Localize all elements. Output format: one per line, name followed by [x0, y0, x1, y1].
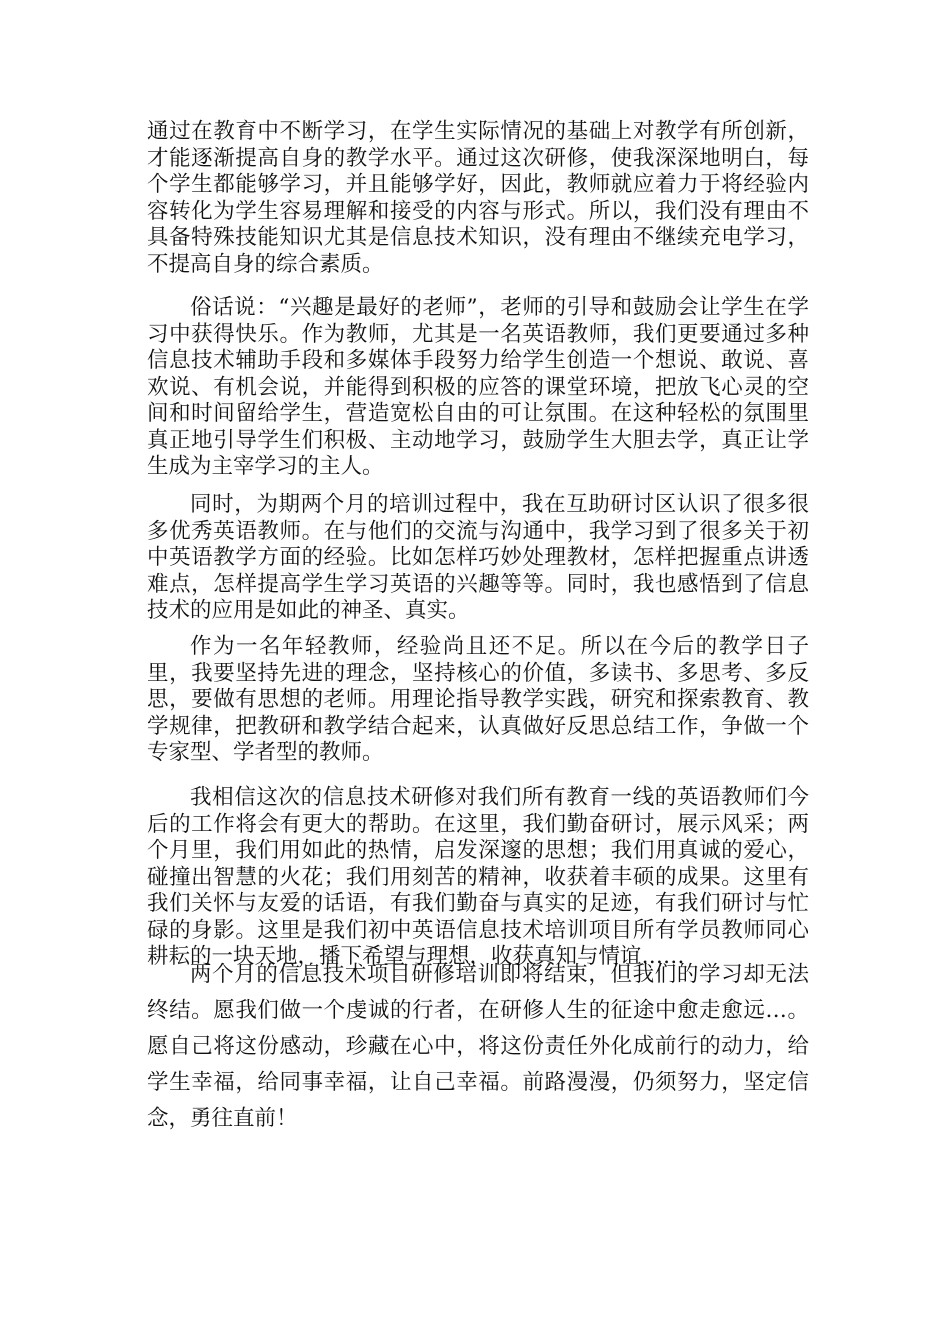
paragraph-3: 同时，为期两个月的培训过程中，我在互助研讨区认识了很多很多优秀英语教师。在与他们的交流与沟通中，我学习到了很多关于初中英语教学方面的经验。比如怎样巧妙处理教材，怎样把握重点讲透难点，怎样提高学生学习英语的兴趣等等。同时，我也感悟到了信息技术的应用是如此的神圣、真实。 — [147, 492, 809, 623]
paragraph-4: 作为一名年轻教师，经验尚且还不足。所以在今后的教学日子里，我要坚持先进的理念，坚持核心的价值，多读书、多思考、多反思，要做有思想的老师。用理论指导教学实践，研究和探索教育、教学规律，把教研和教学结合起来，认真做好反思总结工作，争做一个专家型、学者型的教师。 — [147, 634, 809, 765]
paragraph-2: 俗话说：“兴趣是最好的老师”，老师的引导和鼓励会让学生在学习中获得快乐。作为教师，尤其是一名英语教师，我们更要通过多种信息技术辅助手段和多媒体手段努力给学生创造一个想说、敢说、喜欢说、有机会说，并能得到积极的应答的课堂环境，把放飞心灵的空间和时间留给学生，营造宽松自由的可让氛围。在这种轻松的氛围里真正地引导学生们积极、主动地学习，鼓励学生大胆去学，真正让学生成为主宰学习的主人。 — [147, 295, 809, 479]
paragraph-6: 两个月的信息技术项目研修培训即将结束，但我们的学习却无法终结。愿我们做一个虔诚的行者，在研修人生的征途中愈走愈远…。愿自己将这份感动，珍藏在心中，将这份责任外化成前行的动力，给学生幸福，给同事幸福，让自己幸福。前路漫漫，仍须努力，坚定信念，勇往直前！ — [147, 962, 809, 1131]
paragraph-5: 我相信这次的信息技术研修对我们所有教育一线的英语教师们今后的工作将会有更大的帮助。在这里，我们勤奋研讨，展示风采；两个月里，我们用如此的热情，启发深邃的思想；我们用真诚的爱心，碰撞出智慧的火花；我们用刻苦的精神，收获着丰硕的成果。这里有我们关怀与友爱的话语，有我们勤奋与真实的足迹，有我们研讨与忙碌的身影。这里是我们初中英语信息技术培训项目所有学员教师同心耕耘的一块天地，播下希望与理想，收获真知与情谊…… — [147, 785, 809, 969]
paragraph-1: 通过在教育中不断学习，在学生实际情况的基础上对教学有所创新，才能逐渐提高自身的教学水平。通过这次研修，使我深深地明白，每个学生都能够学习，并且能够学好，因此，教师就应着力于将经验内容转化为学生容易理解和接受的内容与形式。所以，我们没有理由不具备特殊技能知识尤其是信息技术知识，没有理由不继续充电学习，不提高自身的综合素质。 — [147, 119, 809, 277]
